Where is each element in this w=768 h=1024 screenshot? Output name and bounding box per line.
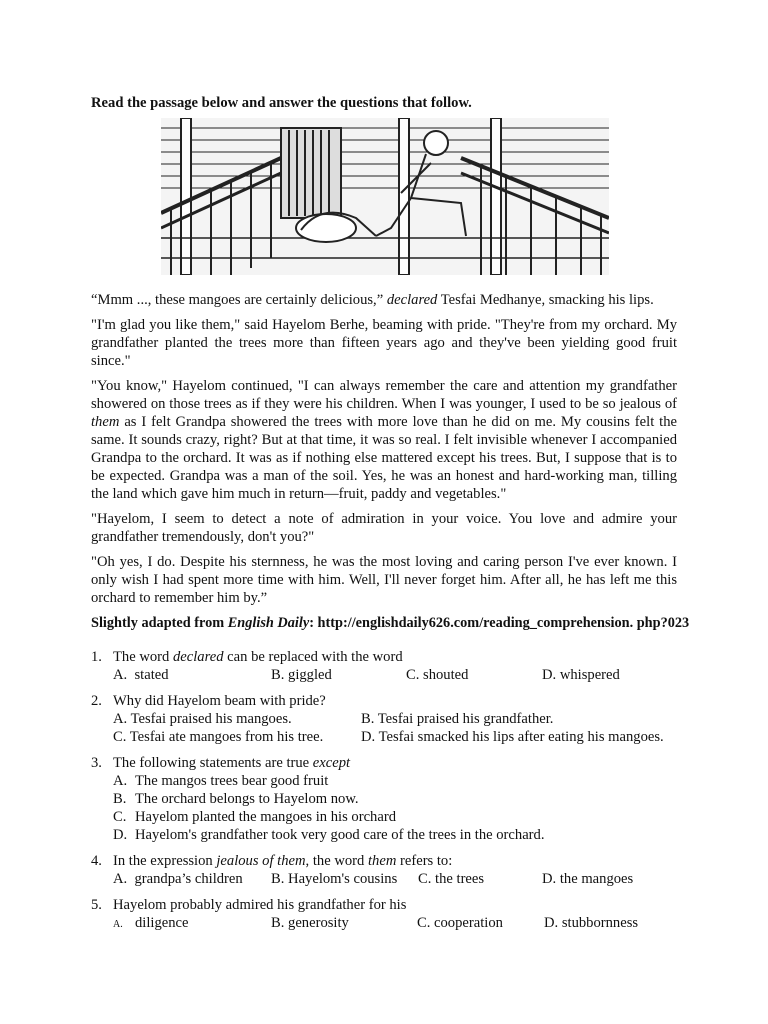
- option-c: C. Tesfai ate mangoes from his tree.: [113, 729, 324, 745]
- option-b: B. giggled: [271, 667, 332, 683]
- option-a: A. Tesfai praised his mangoes.: [113, 711, 292, 727]
- question-2: 2. Why did Hayelom beam with pride? A. Tesfai praised his mangoes. B. Tesfai praised his grandfather. C. Tesfai ate mangoes from his tree. D. Tesfai smacked his lips after eating his mangoes.: [91, 693, 664, 745]
- question-1-options: [113, 666, 677, 684]
- question-3: 3. The following statements are true except A. The mangos trees bear good fruit B. The orchard belongs to Hayelom now. C. Hayelom planted the mangoes in his orchard D. Hayelom's grandfather took very good care of the trees in the orchard.: [91, 755, 545, 843]
- option-d: Hayelom's grandfather took very good care of the trees in the orchard.: [135, 827, 545, 843]
- option-b: The orchard belongs to Hayelom now.: [135, 791, 359, 807]
- passage-paragraph-1: “Mmm ..., these mangoes are certainly delicious,” declared Tesfai Medhanye, smacking his lips.: [91, 292, 654, 308]
- option-a: A. grandpa’s children: [113, 871, 243, 887]
- option-b: B. Tesfai praised his grandfather.: [361, 711, 554, 727]
- question-1: 1. The word declared can be replaced with the word A. stated B. giggled C. shouted D. whispered: [91, 648, 677, 684]
- option-a: The mangos trees bear good fruit: [135, 773, 329, 789]
- question-4: 4. In the expression jealous of them, the word them refers to: A. grandpa’s children B. Hayelom's cousins C. the trees D. the mangoes: [91, 853, 634, 887]
- option-b: B. Hayelom's cousins: [271, 871, 398, 887]
- source-citation: Slightly adapted from English Daily: http://englishdaily626.com/reading_comprehension. php?023: [91, 615, 690, 631]
- option-c: Hayelom planted the mangoes in his orchard: [135, 809, 396, 825]
- question-5: 5. Hayelom probably admired his grandfather for his A. diligence B. generosity C. cooperation D. stubbornness: [91, 897, 639, 931]
- option-b: B. generosity: [271, 915, 349, 931]
- worksheet: [91, 94, 690, 940]
- option-a: A. stated: [113, 667, 169, 683]
- option-d: D. stubbornness: [544, 915, 639, 931]
- option-c: C. the trees: [418, 871, 485, 887]
- option-a: A. diligence: [113, 915, 189, 931]
- instruction-heading: Read the passage below and answer the questions that follow.: [91, 95, 472, 111]
- option-c: C. cooperation: [417, 915, 503, 931]
- option-d: D. Tesfai smacked his lips after eating his mangoes.: [361, 729, 664, 745]
- porch-illustration: [161, 118, 609, 275]
- passage-paragraph-3: "You know," Hayelom continued, "I can always remember the care and attention my grandfather showered on those trees as if they were his children. When I was younger, I used to be so jealous of them as I felt Grandpa showered the trees with more love than he did on me. My cousins felt the same. It sounds crazy, right? But at that time, it was so real. I felt invisible whenever I accompanied Grandpa to the orchard. It was as if nothing else mattered except his trees. But, I suppose that is to be expected. Grandpa was a man of the soil. Yes, he was an honest and hard-working man, tilling the land which gave him much in return—fruit, paddy and vegetables.": [91, 378, 678, 502]
- passage-paragraph-2: "I'm glad you like them," said Hayelom Berhe, beaming with pride. "They're from my orchard. My grandfather planted the trees more than fifteen years ago and they've been yielding good fruit since.": [91, 317, 677, 369]
- option-c: C. shouted: [406, 667, 469, 683]
- option-d: D. the mangoes: [542, 871, 634, 887]
- passage-paragraph-4: "Hayelom, I seem to detect a note of admiration in your voice. You love and admire your grandfather tremendously, don't you?": [91, 511, 677, 545]
- passage-paragraph-5: "Oh yes, I do. Despite his sternness, he was the most loving and caring person I've ever known. I only wish I had spent more time with him. Well, I'll never forget him. After all, he has left me this orchard to remember him by.”: [91, 554, 677, 606]
- option-d: D. whispered: [542, 667, 620, 683]
